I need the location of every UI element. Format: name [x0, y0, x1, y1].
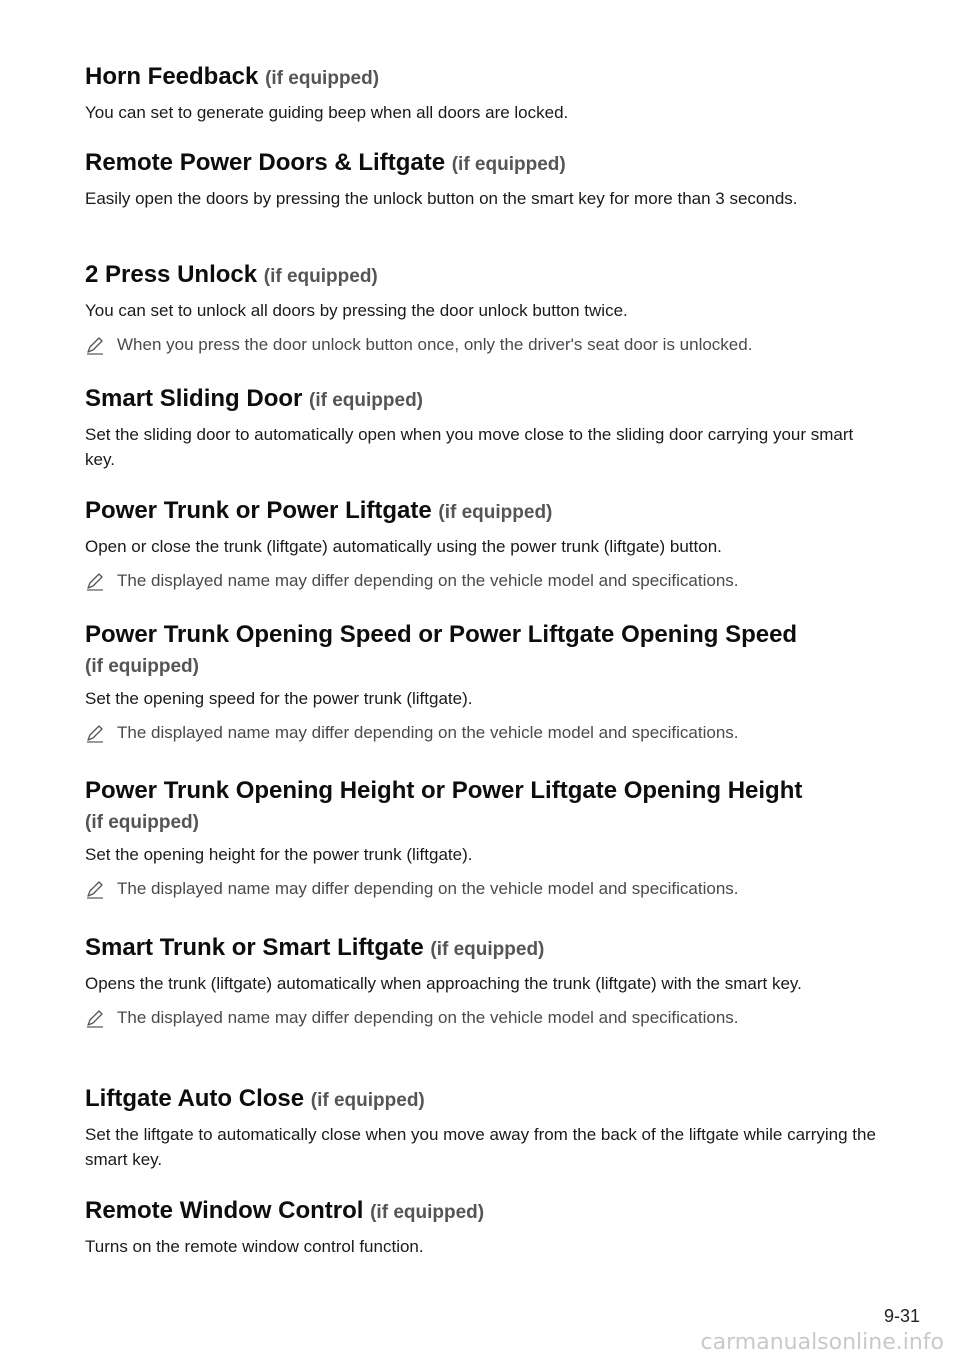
section-body: Turns on the remote window control function. — [85, 1237, 424, 1256]
section-note — [85, 721, 885, 745]
section-body: Set the liftgate to automatically close when you move away from the back of the liftgate while carrying the smart key. — [85, 1125, 876, 1169]
section-heading — [85, 260, 885, 292]
section-opening-height — [85, 776, 885, 901]
pencil-icon — [85, 879, 105, 899]
section-heading: Power Trunk Opening Speed or Power Liftgate Opening Speed — [85, 621, 798, 648]
section-body: Easily open the doors by pressing the unlock button on the smart key for more than 3 seconds. — [85, 189, 798, 208]
pencil-icon — [85, 1008, 105, 1028]
section-remote-power-doors — [85, 148, 885, 211]
section-body: You can set to unlock all doors by pressing the door unlock button twice. — [85, 301, 628, 320]
pencil-icon — [85, 571, 105, 591]
heading-title: Smart Sliding Door — [85, 385, 303, 412]
section-heading — [85, 148, 885, 180]
if-equipped-label: (if equipped) — [265, 68, 380, 89]
heading-title: Liftgate Auto Close — [85, 1085, 305, 1112]
if-equipped-label: (if equipped) — [309, 390, 424, 411]
heading-title: Remote Power Doors & Liftgate — [85, 149, 446, 176]
if-equipped-label: (if equipped) — [310, 1090, 425, 1111]
note-text: The displayed name may differ depending on the vehicle model and specifications. — [117, 1008, 739, 1027]
section-smart-sliding-door — [85, 384, 885, 472]
section-body: Set the sliding door to automatically open when you move close to the sliding door carrying your smart key. — [85, 425, 854, 469]
section-heading — [85, 62, 885, 94]
section-heading: Power Trunk Opening Height or Power Liftgate Opening Height — [85, 777, 803, 804]
heading-title: Horn Feedback — [85, 63, 259, 90]
section-remote-window-control — [85, 1196, 885, 1259]
section-body: You can set to generate guiding beep when all doors are locked. — [85, 103, 569, 122]
pencil-icon — [85, 723, 105, 743]
section-body: Opens the trunk (liftgate) automatically when approaching the trunk (liftgate) with the smart key. — [85, 974, 802, 993]
section-note — [85, 333, 885, 357]
heading-title: Smart Trunk or Smart Liftgate — [85, 934, 424, 961]
section-liftgate-auto-close — [85, 1084, 885, 1172]
note-text: The displayed name may differ depending on the vehicle model and specifications. — [117, 879, 739, 898]
heading-title: Power Trunk or Power Liftgate — [85, 497, 432, 524]
section-note — [85, 1006, 885, 1030]
heading-title: 2 Press Unlock — [85, 261, 258, 288]
section-power-trunk — [85, 496, 885, 593]
section-smart-trunk — [85, 933, 885, 1030]
section-note — [85, 877, 885, 901]
if-equipped-label: (if equipped) — [263, 266, 378, 287]
if-equipped-label: (if equipped) — [438, 502, 553, 523]
section-body: Set the opening speed for the power trunk (liftgate). — [85, 689, 473, 708]
heading-title: Remote Window Control — [85, 1197, 364, 1224]
section-heading — [85, 933, 885, 965]
section-horn-feedback — [85, 62, 885, 125]
if-equipped-label: (if equipped) — [85, 656, 199, 677]
note-text: When you press the door unlock button once, only the driver's seat door is unlocked. — [117, 335, 753, 354]
if-equipped-label: (if equipped) — [451, 154, 566, 175]
section-opening-speed — [85, 620, 885, 745]
section-2-press-unlock — [85, 260, 885, 357]
note-text: The displayed name may differ depending on the vehicle model and specifications. — [117, 571, 739, 590]
section-heading — [85, 1196, 885, 1228]
section-heading — [85, 384, 885, 416]
section-body: Open or close the trunk (liftgate) automatically using the power trunk (liftgate) button. — [85, 537, 722, 556]
section-body: Set the opening height for the power trunk (liftgate). — [85, 845, 473, 864]
if-equipped-label: (if equipped) — [370, 1202, 485, 1223]
pencil-icon — [85, 335, 105, 355]
section-note — [85, 569, 885, 593]
if-equipped-label: (if equipped) — [85, 812, 199, 833]
page-number: 9-31 — [883, 1306, 920, 1326]
note-text: The displayed name may differ depending on the vehicle model and specifications. — [117, 723, 739, 742]
if-equipped-label: (if equipped) — [430, 939, 545, 960]
section-heading — [85, 496, 885, 528]
section-heading — [85, 1084, 885, 1116]
watermark: carmanualsonline.info — [700, 1330, 944, 1355]
